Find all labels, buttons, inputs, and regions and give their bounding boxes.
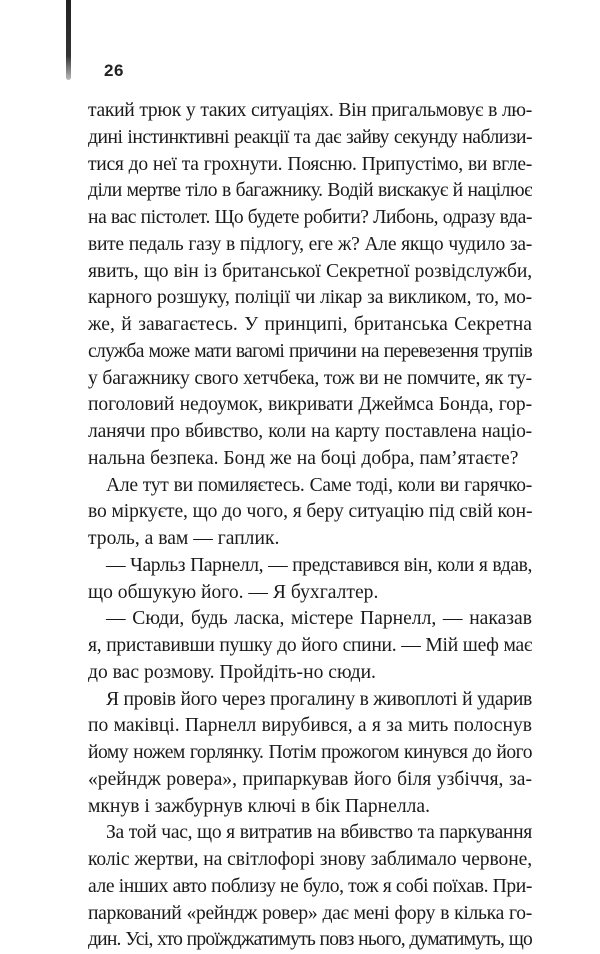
paragraph-4	[88, 606, 532, 686]
text-line: во міркуєте, що до чого, я беру ситуацію під свій кон-	[88, 501, 532, 523]
text-line: діли мертве тіло в багажнику. Водій вискакує й націлює	[88, 180, 532, 202]
dialogue-line: — Чарльз Парнелл, — представився він, коли я вдав,	[106, 554, 532, 576]
text-line: нальна безпека. Бонд же на боці добра, пам’ятаєте?	[88, 447, 519, 469]
text-line: «рейндж ровера», припаркував його біля узбіччя, за-	[88, 768, 532, 790]
dialogue-line: — Сюди, будь ласка, містере Парнелл, — наказав	[106, 608, 532, 630]
text-line: по маківці. Парнелл вирубився, а я за мить полоснув	[88, 715, 532, 737]
text-line: же, й завагаєтесь. У принципі, британська Секретна	[88, 314, 532, 335]
paragraph-3	[88, 553, 532, 607]
text-line: тися до неї та грохнути. Поясню. Припустімо, ви вгле-	[88, 153, 532, 175]
text-line: дині інстинктивні реакції та дає зайву секунду наблизи-	[88, 126, 532, 148]
text-line: дин. Усі, хто проїжджатимуть повз нього, думатимуть, що	[88, 929, 532, 951]
text-line: йому ножем горлянку. Потім прожогом кинувся до його	[88, 742, 532, 763]
text-line: до вас розмову. Пройдіть-но сюди.	[88, 661, 376, 683]
text-line: ланячи про вбивство, коли на карту поставлена націо-	[88, 421, 532, 442]
text-line: у багажнику свого хетчбека, тож ви не помчите, як ту-	[88, 367, 532, 389]
text-line: на вас пістолет. Що будете робити? Либонь, одразу вда-	[88, 207, 532, 228]
text-line: Але тут ви помиляєтесь. Саме тоді, коли ви гарячко-	[106, 474, 532, 496]
page-number: 26	[104, 61, 124, 80]
text-line: карного розшуку, поліції чи лікар за викликом, то, мо-	[88, 287, 532, 309]
text-line: паркований «рейндж ровер» дає мені фору в кілька го-	[88, 902, 532, 924]
paragraph-2	[88, 473, 532, 553]
text-line: що обшукую його. — Я бухгалтер.	[88, 581, 379, 603]
paragraph-6	[88, 820, 532, 954]
text-line: мкнув і зажбурнув ключі в бік Парнелла.	[88, 795, 431, 817]
text-line: служба може мати вагомі причини на перевезення трупів	[88, 340, 532, 362]
text-line: поголовий недоумок, викривати Джеймса Бонда, гор-	[88, 394, 532, 416]
text-line: але інших авто поблизу не було, тож я собі поїхав. При-	[88, 875, 532, 897]
text-line: я, приставивши пушку до його спини. — Мій шеф має	[88, 635, 532, 656]
text-line: явить, що він із британської Секретної розвідслужби,	[88, 260, 532, 282]
text-line: Я провів його через прогалину в живоплоті й ударив	[106, 688, 532, 710]
paragraph-1	[88, 98, 532, 473]
text-line: такий трюк у таких ситуаціях. Він пригальмовує в лю-	[88, 100, 532, 121]
body-text	[88, 98, 532, 954]
text-line: За той час, що я витратив на вбивство та паркування	[106, 822, 532, 844]
text-line: троль, а вам — гаплик.	[88, 528, 280, 549]
paragraph-5	[88, 687, 532, 821]
text-line: вите педаль газу в підлогу, еге ж? Але якщо чудило за-	[88, 233, 532, 255]
text-line: коліс жертви, на світлофорі знову заблимало червоне,	[88, 849, 532, 870]
page-edge-mark	[66, 0, 71, 80]
